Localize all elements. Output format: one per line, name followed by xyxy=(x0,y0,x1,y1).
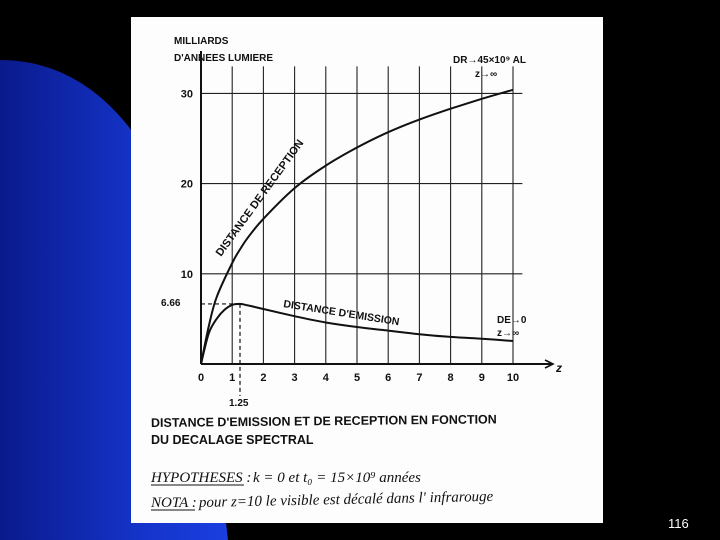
y-tick-label: 20 xyxy=(180,178,193,191)
y-axis-label-line2: D'ANNEES LUMIERE xyxy=(174,53,274,64)
x-tick-label: 10 xyxy=(506,372,520,384)
caption-line1: DISTANCE D'EMISSION ET DE RECEPTION EN FONCTION xyxy=(150,412,497,430)
y-tick-label: 30 xyxy=(180,88,193,101)
peak-value-label: 6.66 xyxy=(161,298,181,309)
x-tick-label: 8 xyxy=(447,372,454,384)
x-tick-labels xyxy=(198,372,519,384)
chart xyxy=(131,17,603,523)
caption-line2: DU DECALAGE SPECTRAL xyxy=(151,433,314,447)
page-number: 116 xyxy=(668,516,689,531)
scanned-figure xyxy=(131,17,603,523)
x-tick-label: 5 xyxy=(353,372,361,384)
x-tick-label: 6 xyxy=(385,372,392,384)
emission-limit-z-label: z→∞ xyxy=(497,328,520,339)
hypotheses-label: HYPOTHESES : xyxy=(151,470,252,486)
x-axis-label: z xyxy=(556,361,562,375)
nota-label: NOTA : xyxy=(151,495,197,511)
y-tick-label: 10 xyxy=(180,268,193,281)
y-axis-label-line1: MILLIARDS xyxy=(174,36,229,47)
reception-limit-label: DR→45×10⁹ AL xyxy=(453,55,527,66)
emission-curve-label: DISTANCE D'EMISSION xyxy=(282,298,401,329)
x-tick-label: 1 xyxy=(229,372,236,384)
x-tick-label: 3 xyxy=(291,372,298,384)
peak-z-label: 1.25 xyxy=(229,398,249,409)
hypotheses-text: k = 0 et t₀ = 15×10⁹ années xyxy=(253,470,421,486)
x-tick-label: 2 xyxy=(260,372,267,384)
reception-limit-z-label: z→∞ xyxy=(475,69,498,80)
x-tick-label: 0 xyxy=(197,372,205,384)
emission-limit-label: DE→0 xyxy=(497,315,527,326)
reception-curve-label: DISTANCE DE RECEPTION xyxy=(213,137,307,259)
x-tick-label: 9 xyxy=(478,372,485,384)
x-tick-label: 7 xyxy=(416,372,423,384)
x-tick-label: 4 xyxy=(322,372,329,384)
nota-text: pour z=10 le visible est décalé dans l' infrarouge xyxy=(198,488,494,511)
y-tick-labels xyxy=(181,88,193,280)
